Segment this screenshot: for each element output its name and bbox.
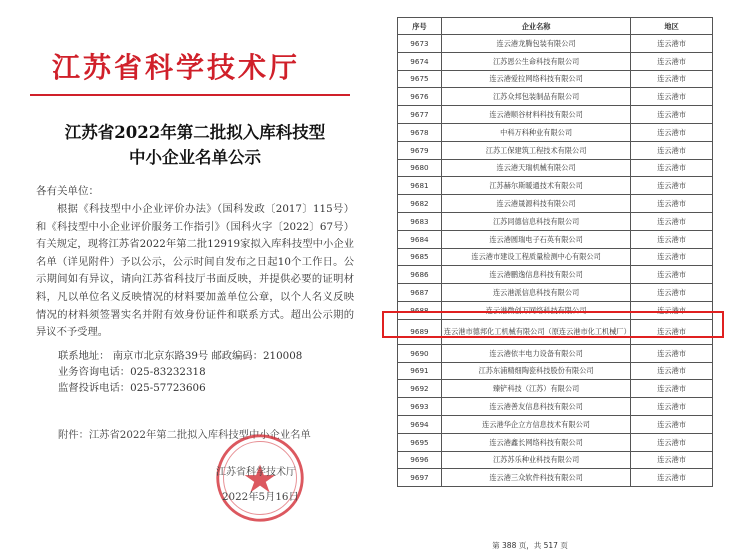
cell-region: 连云港市 bbox=[631, 433, 713, 451]
table-row bbox=[398, 284, 713, 302]
table-row bbox=[398, 415, 713, 433]
cell-region: 连云港市 bbox=[631, 70, 713, 88]
table-row bbox=[398, 433, 713, 451]
cell-region: 连云港市 bbox=[631, 380, 713, 398]
cell-no: 9690 bbox=[398, 344, 442, 362]
cell-name: 连云港微创万网络科技有限公司 bbox=[441, 301, 630, 319]
cell-no: 9686 bbox=[398, 266, 442, 284]
cell-name: 连云港派信息科技有限公司 bbox=[441, 284, 630, 302]
page-number: 第 388 页，共 517 页 bbox=[492, 541, 568, 550]
table-row bbox=[398, 106, 713, 124]
cell-region: 连云港市 bbox=[631, 123, 713, 141]
cell-no: 9689 bbox=[398, 319, 442, 344]
attachment-line: 附件：江苏省2022年第二批拟入库科技型中小企业名单 bbox=[58, 429, 311, 441]
table-row bbox=[398, 230, 713, 248]
cell-region: 连云港市 bbox=[631, 398, 713, 416]
table-body bbox=[398, 35, 713, 487]
cell-region: 连云港市 bbox=[631, 35, 713, 53]
cell-name: 江苏苏乐种业科技有限公司 bbox=[441, 451, 630, 469]
cell-region: 连云港市 bbox=[631, 159, 713, 177]
table-row bbox=[398, 380, 713, 398]
official-seal-icon bbox=[212, 430, 308, 526]
contact-complaint-phone: 监督投诉电话：025-57723606 bbox=[58, 382, 206, 394]
cell-name: 江苏同德信息科技有限公司 bbox=[441, 212, 630, 230]
signature-organization: 江苏省科学技术厅 bbox=[216, 467, 296, 478]
col-header-region: 地区 bbox=[631, 18, 713, 35]
cell-name: 江苏东浦精细陶瓷科技股份有限公司 bbox=[441, 362, 630, 380]
cell-name: 连云港华企立方信息技术有限公司 bbox=[441, 415, 630, 433]
table-row bbox=[398, 398, 713, 416]
highlight-box bbox=[382, 311, 724, 338]
cell-name: 江苏恩公生命科技有限公司 bbox=[441, 52, 630, 70]
table-row bbox=[398, 88, 713, 106]
table-row bbox=[398, 248, 713, 266]
cell-name: 连云港天瑞机械有限公司 bbox=[441, 159, 630, 177]
cell-no: 9692 bbox=[398, 380, 442, 398]
cell-name: 连云港鑫长网络科技有限公司 bbox=[441, 433, 630, 451]
cell-region: 连云港市 bbox=[631, 230, 713, 248]
cell-no: 9679 bbox=[398, 141, 442, 159]
table-row bbox=[398, 141, 713, 159]
cell-no: 9693 bbox=[398, 398, 442, 416]
cell-name: 连云港圆瑞电子石英有限公司 bbox=[441, 230, 630, 248]
cell-no: 9696 bbox=[398, 451, 442, 469]
cell-region: 连云港市 bbox=[631, 266, 713, 284]
cell-name: 连云港爱拉网络科技有限公司 bbox=[441, 70, 630, 88]
cell-no: 9673 bbox=[398, 35, 442, 53]
cell-region: 连云港市 bbox=[631, 451, 713, 469]
company-list-page bbox=[380, 0, 740, 555]
col-header-no: 序号 bbox=[398, 18, 442, 35]
cell-region: 连云港市 bbox=[631, 106, 713, 124]
cell-region: 连云港市 bbox=[631, 141, 713, 159]
cell-no: 9684 bbox=[398, 230, 442, 248]
cell-no: 9685 bbox=[398, 248, 442, 266]
cell-no: 9676 bbox=[398, 88, 442, 106]
signature-date: 2022年5月16日 bbox=[222, 491, 299, 503]
salutation: 各有关单位： bbox=[36, 185, 99, 197]
table-row bbox=[398, 212, 713, 230]
cell-region: 连云港市 bbox=[631, 362, 713, 380]
cell-name: 江苏众邦包装制品有限公司 bbox=[441, 88, 630, 106]
cell-name: 连云港三众软件科技有限公司 bbox=[441, 469, 630, 487]
table-row bbox=[398, 35, 713, 53]
cell-no: 9691 bbox=[398, 362, 442, 380]
cell-region: 连云港市 bbox=[631, 248, 713, 266]
table-row bbox=[398, 70, 713, 88]
cell-name: 连云港依丰电力设备有限公司 bbox=[441, 344, 630, 362]
cell-no: 9697 bbox=[398, 469, 442, 487]
contact-address: 联系地址： 南京市北京东路39号 邮政编码：210008 bbox=[58, 350, 303, 362]
cell-no: 9678 bbox=[398, 123, 442, 141]
cell-no: 9688 bbox=[398, 301, 442, 319]
notice-title-line2: 中小企业名单公示 bbox=[129, 148, 261, 167]
cell-name: 连云港市德邦化工机械有限公司（原连云港市化工机械厂） bbox=[441, 319, 630, 344]
table-header-row bbox=[398, 18, 713, 35]
table-row bbox=[398, 344, 713, 362]
cell-no: 9680 bbox=[398, 159, 442, 177]
cell-region: 连云港市 bbox=[631, 177, 713, 195]
cell-name: 连云港晟源科技有限公司 bbox=[441, 195, 630, 213]
cell-name: 连云港善友信息科技有限公司 bbox=[441, 398, 630, 416]
cell-name: 江苏赫尔斯暖通技术有限公司 bbox=[441, 177, 630, 195]
table-row bbox=[398, 469, 713, 487]
cell-no: 9687 bbox=[398, 284, 442, 302]
table-row bbox=[398, 362, 713, 380]
table-row bbox=[398, 159, 713, 177]
contact-info bbox=[58, 348, 358, 396]
company-table bbox=[397, 17, 713, 487]
cell-region: 连云港市 bbox=[631, 52, 713, 70]
cell-no: 9674 bbox=[398, 52, 442, 70]
table-row bbox=[398, 52, 713, 70]
table-row bbox=[398, 177, 713, 195]
notice-body: 根据《科技型中小企业评价办法》（国科发政〔2017〕115号）和《科技型中小企业评价服务工作指引》（国科火字〔2022〕67号）有关规定，现将江苏省2022年第二批12919家拟入库科技型中小企业名单（详见附件）予以公示，公示时间自发布之日起10个工作日。公示期间如有异议，请向江苏省科技厅书面反映，并提供必要的证明材料，凡以单位名义反映情况的材料要加盖单位公章，以个人名义反映情况的材料须签署实名并附有效身份证件和联系方式。超出公示期的异议不予受理。 bbox=[36, 203, 354, 339]
cell-name: 连云港顺谷材料科技有限公司 bbox=[441, 106, 630, 124]
cell-name: 臻铲科技（江苏）有限公司 bbox=[441, 380, 630, 398]
cell-region: 连云港市 bbox=[631, 415, 713, 433]
table-row bbox=[398, 266, 713, 284]
table-row bbox=[398, 451, 713, 469]
cell-name: 中科万科种业有限公司 bbox=[441, 123, 630, 141]
cell-no: 9675 bbox=[398, 70, 442, 88]
contact-consult-phone: 业务咨询电话：025-83232318 bbox=[58, 366, 206, 378]
cell-region: 连云港市 bbox=[631, 301, 713, 319]
cell-region: 连云港市 bbox=[631, 344, 713, 362]
letterhead-title: 江苏省科学技术厅 bbox=[52, 51, 301, 84]
letterhead-rule bbox=[30, 94, 350, 96]
cell-no: 9694 bbox=[398, 415, 442, 433]
cell-no: 9681 bbox=[398, 177, 442, 195]
table-row bbox=[398, 123, 713, 141]
cell-region: 连云港市 bbox=[631, 195, 713, 213]
table-row bbox=[398, 195, 713, 213]
cell-no: 9695 bbox=[398, 433, 442, 451]
notice-title-line1: 江苏省2022年第二批拟入库科技型 bbox=[64, 123, 326, 142]
cell-no: 9677 bbox=[398, 106, 442, 124]
cell-name: 连云港龙腾包装有限公司 bbox=[441, 35, 630, 53]
col-header-name: 企业名称 bbox=[441, 18, 630, 35]
cell-region: 连云港市 bbox=[631, 212, 713, 230]
cell-name: 连云港鹏逸信息科技有限公司 bbox=[441, 266, 630, 284]
notice-title bbox=[40, 120, 350, 170]
cell-no: 9683 bbox=[398, 212, 442, 230]
cell-name: 江苏工保建筑工程技术有限公司 bbox=[441, 141, 630, 159]
cell-region: 连云港市 bbox=[631, 284, 713, 302]
cell-region: 连云港市 bbox=[631, 469, 713, 487]
cell-region: 连云港市 bbox=[631, 88, 713, 106]
cell-name: 连云港市建设工程质量检测中心有限公司 bbox=[441, 248, 630, 266]
cell-region: 连云港市 bbox=[631, 319, 713, 344]
cell-no: 9682 bbox=[398, 195, 442, 213]
